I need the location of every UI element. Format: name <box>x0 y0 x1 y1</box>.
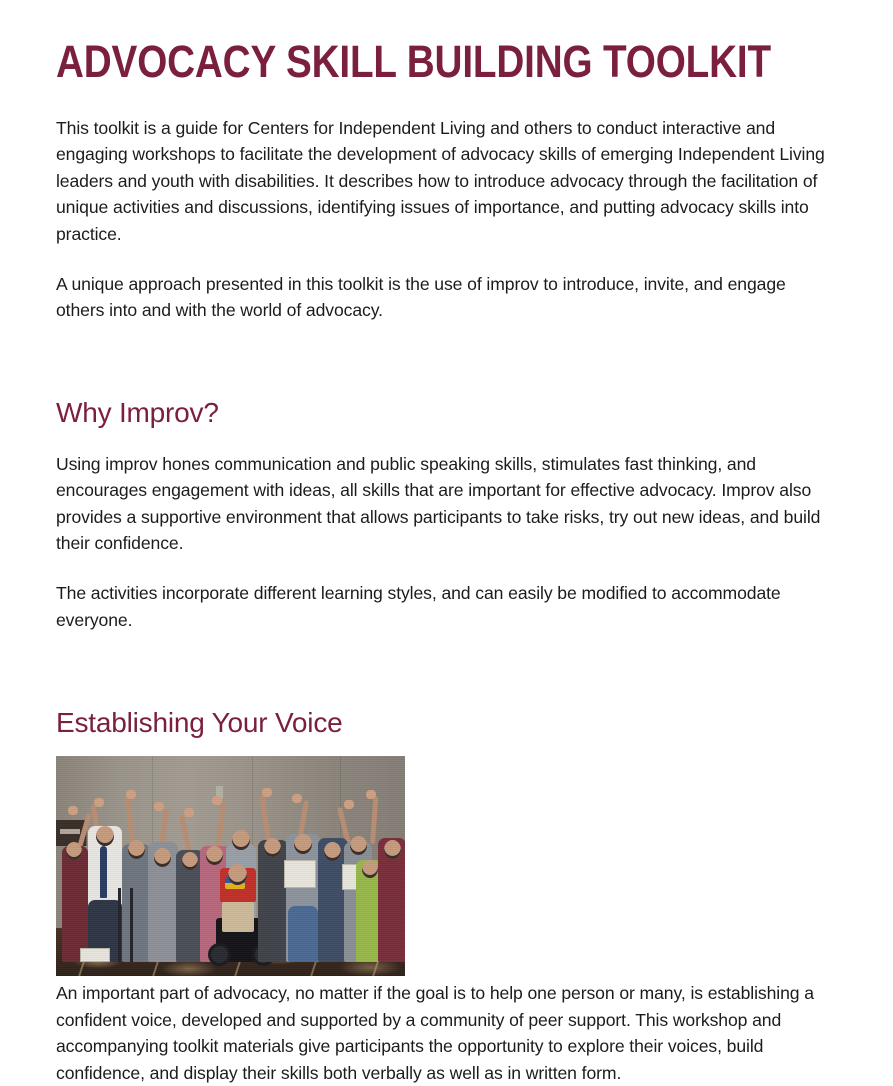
photo-person-legs <box>288 906 318 962</box>
photo-raised-fist <box>154 802 164 811</box>
photo-forearm-crutch <box>130 888 133 962</box>
why-improv-paragraph-1: Using improv hones communication and public speaking skills, stimulates fast thinking, and encourages engagement with ideas, all skills that are important for effective advocacy. Improv also provides a supportive environment that allows participants to take risks, try out new ideas, and build their confidence. <box>56 453 821 554</box>
photo-raised-fist <box>212 796 222 805</box>
photo-raised-fist <box>68 806 78 815</box>
photo-necktie <box>100 846 107 898</box>
group-photo-figure <box>56 756 405 976</box>
photo-raised-fist <box>262 788 272 797</box>
section-heading-why-improv: Why Improv? <box>56 396 219 428</box>
photo-raised-fist <box>344 800 354 809</box>
photo-forearm-crutch <box>118 888 121 962</box>
photo-raised-fist <box>292 794 302 803</box>
photo-person <box>62 846 88 962</box>
why-improv-paragraph-2: The activities incorporate different learning styles, and can easily be modified to accommodate everyone. <box>56 583 781 630</box>
photo-raised-fist <box>94 798 104 807</box>
page-title: ADVOCACY SKILL BUILDING TOOLKIT <box>56 36 771 87</box>
photo-person <box>122 844 150 962</box>
intro-paragraph-1: This toolkit is a guide for Centers for Independent Living and others to conduct interactive and engaging workshops to facilitate the development of advocacy skills of emerging Independent Living leaders and youth with disabilities. It describes how to introduce advocacy through the facilitation of unique activities and discussions, identifying issues of importance, and putting advocacy skills into practice. <box>56 118 825 244</box>
photo-floor-paper <box>80 948 110 962</box>
establishing-voice-paragraph-1: An important part of advocacy, no matter if the goal is to help one person or many, is establishing a confident voice, developed and supported by a community of peer support. This workshop and accompanying toolkit materials give participants the opportunity to explore their voices, build confidence, and display their skills both verbally as well as in written form. <box>56 983 814 1083</box>
section-heading-establishing-your-voice: Establishing Your Voice <box>56 707 343 739</box>
photo-raised-fist <box>366 790 376 799</box>
intro-paragraph-2: A unique approach presented in this toolkit is the use of improv to introduce, invite, and engage others into and with the world of advocacy. <box>56 274 786 321</box>
photo-handout <box>284 860 316 888</box>
photo-raised-fist <box>184 808 194 817</box>
photo-child-legs <box>222 898 254 932</box>
photo-person <box>258 840 288 962</box>
photo-raised-fist <box>126 790 136 799</box>
group-photo <box>56 756 405 976</box>
